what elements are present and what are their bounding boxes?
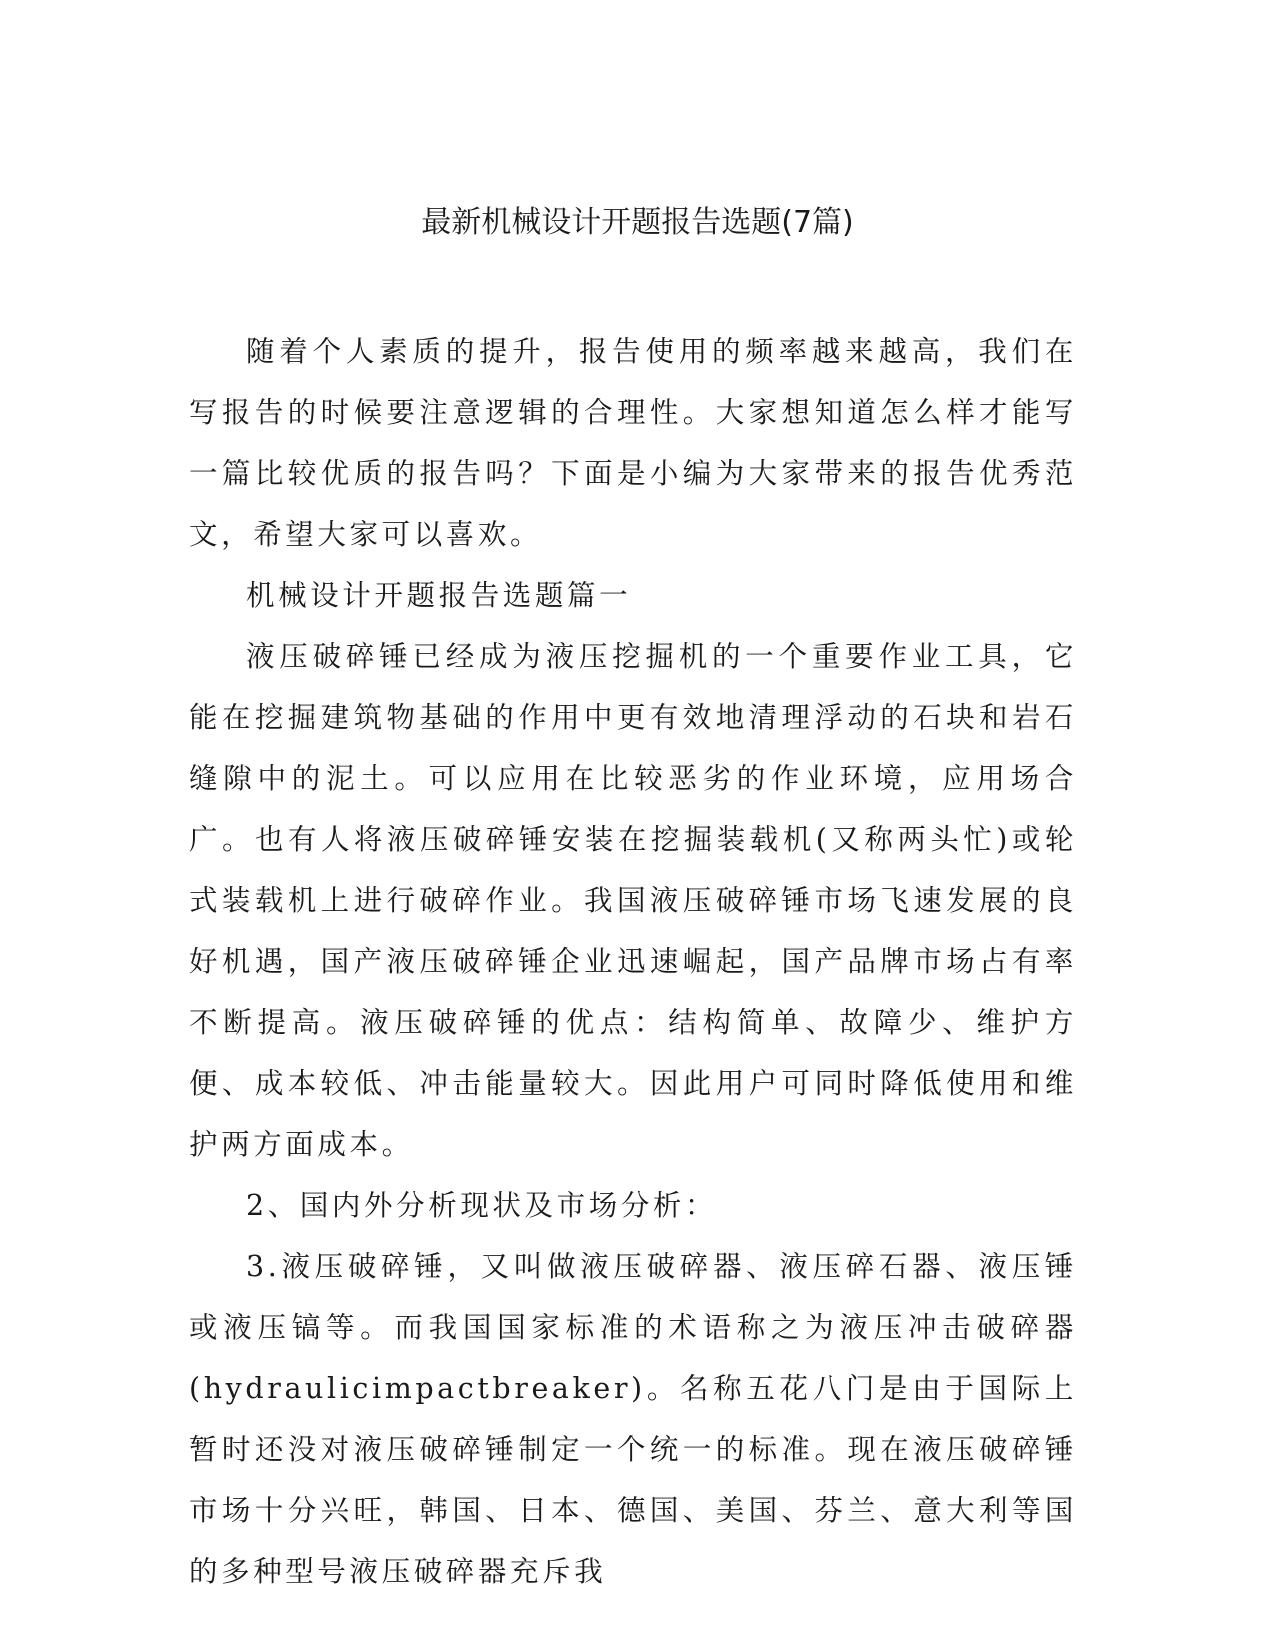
section-heading: 机械设计开题报告选题篇一: [246, 579, 632, 612]
body-paragraph: 液压破碎锤已经成为液压挖掘机的一个重要作业工具，它能在挖掘建筑物基础的作用中更有效地清理浮动的石块和岩石缝隙中的泥土。可以应用在比较恶劣的作业环境，应用场合广。也有人将液压破碎锤安装在挖掘装载机(又称两头忙)或轮式装载机上进行破碎作业。我国液压破碎锤市场飞速发展的良好机遇，国产液压破碎锤企业迅速崛起，国产品牌市场占有率不断提高。液压破碎锤的优点：结构简单、故障少、维护方便、成本较低、冲击能量较大。因此用户可同时降低使用和维护两方面成本。: [189, 640, 1077, 1161]
body-paragraph: 3.液压破碎锤，又叫做液压破碎器、液压碎石器、液压锤或液压镐等。而我国国家标准的术语称之为液压冲击破碎器(hydraulicimpactbreaker)。名称五花八门是由于国际上暂时还没对液压破碎锤制定一个统一的标准。现在液压破碎锤市场十分兴旺，韩国、日本、德国、美国、芬兰、意大利等国的多种型号液压破碎器充斥我: [189, 1250, 1077, 1588]
intro-paragraph: 随着个人素质的提升，报告使用的频率越来越高，我们在写报告的时候要注意逻辑的合理性。大家想知道怎么样才能写一篇比较优质的报告吗？下面是小编为大家带来的报告优秀范文，希望大家可以喜欢。: [189, 335, 1077, 551]
document-body: [189, 321, 1077, 1602]
subsection-heading: 2、国内外分析现状及市场分析：: [246, 1189, 718, 1222]
document-title: 最新机械设计开题报告选题(7篇): [421, 205, 854, 240]
